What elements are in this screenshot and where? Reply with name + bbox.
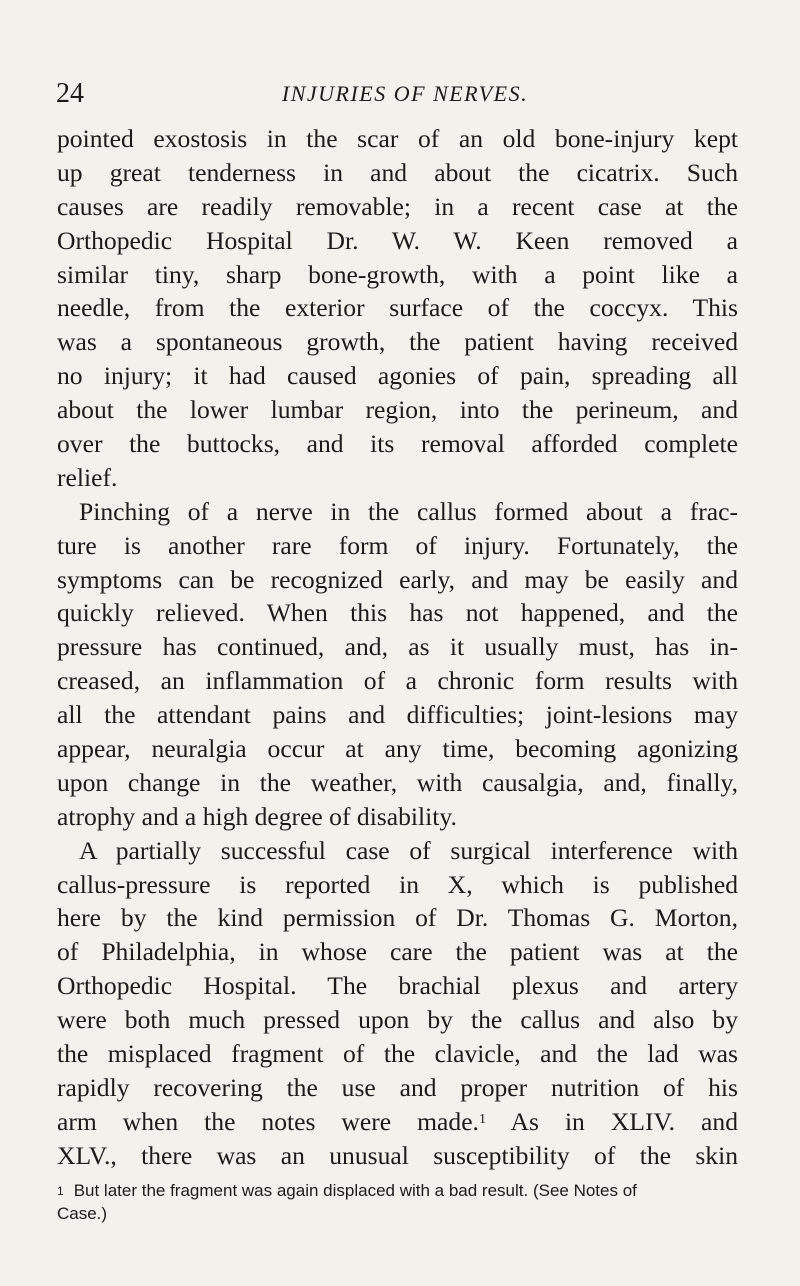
text-line: relief. — [57, 462, 118, 492]
page-number: 24 — [56, 78, 84, 109]
footnote-text: But later the fragment was again displaced with a bad result. (See Notes of — [73, 1181, 637, 1200]
text-line: were both much pressed upon by the callus and also by — [57, 1005, 738, 1035]
footnotes — [57, 1179, 738, 1225]
text-segment: As in XLIV. and — [510, 1106, 738, 1136]
text-line: similar tiny, sharp bone-growth, with a point like a — [57, 259, 738, 289]
text-line: of Philadelphia, in whose care the patient was at the — [57, 937, 738, 967]
text-line-with-footnote — [57, 1105, 738, 1139]
text-line: Pinching of a nerve in the callus formed about a frac- — [79, 496, 738, 526]
text-line: appear, neuralgia occur at any time, becoming agonizing — [57, 734, 738, 764]
text-line: was a spontaneous growth, the patient having received — [57, 327, 738, 357]
text-line: the misplaced fragment of the clavicle, and the lad was — [57, 1039, 738, 1069]
text-line: needle, from the exterior surface of the coccyx. This — [57, 293, 738, 323]
text-line: Orthopedic Hospital Dr. W. W. Keen removed a — [57, 225, 738, 255]
footnote-marker: 1 — [57, 1184, 64, 1198]
text-line: A partially successful case of surgical interference with — [79, 835, 738, 865]
text-line: causes are readily removable; in a recent case at the — [57, 191, 738, 221]
text-line: no injury; it had caused agonies of pain, spreading all — [57, 361, 738, 391]
text-line: rapidly recovering the use and proper nutrition of his — [57, 1072, 738, 1102]
text-segment: arm when the notes were made. — [57, 1106, 479, 1136]
text-line: about the lower lumbar region, into the perineum, and — [57, 395, 738, 425]
footnote-reference: 1 — [478, 1111, 486, 1127]
text-line: here by the kind permission of Dr. Thomas G. Morton, — [57, 903, 738, 933]
text-line: creased, an inflammation of a chronic form results with — [57, 666, 738, 696]
page-header — [56, 79, 744, 113]
text-line: quickly relieved. When this has not happened, and the — [57, 598, 738, 628]
text-line: ture is another rare form of injury. Fortunately, the — [57, 530, 738, 560]
running-head: INJURIES OF NERVES. — [281, 81, 529, 106]
text-line: symptoms can be recognized early, and may be easily and — [57, 564, 738, 594]
footnote-line: Case.) — [57, 1204, 108, 1223]
text-line: pointed exostosis in the scar of an old bone-injury kept — [57, 124, 738, 153]
text-line: all the attendant pains and difficulties; joint-lesions may — [57, 700, 738, 730]
footnote-line — [57, 1179, 738, 1202]
text-line: pressure has continued, and, as it usually must, has in- — [57, 632, 738, 662]
text-line: upon change in the weather, with causalgia, and, finally, — [57, 767, 738, 797]
text-line: callus-pressure is reported in X, which is published — [57, 869, 738, 899]
text-line: atrophy and a high degree of disability. — [57, 801, 457, 831]
text-line: up great tenderness in and about the cicatrix. Such — [57, 157, 738, 187]
text-line: Orthopedic Hospital. The brachial plexus and artery — [57, 971, 738, 1001]
text-line: XLV., there was an unusual susceptibility of the skin — [57, 1140, 738, 1170]
body-text — [57, 122, 738, 1173]
text-line: over the buttocks, and its removal afforded complete — [57, 429, 738, 459]
